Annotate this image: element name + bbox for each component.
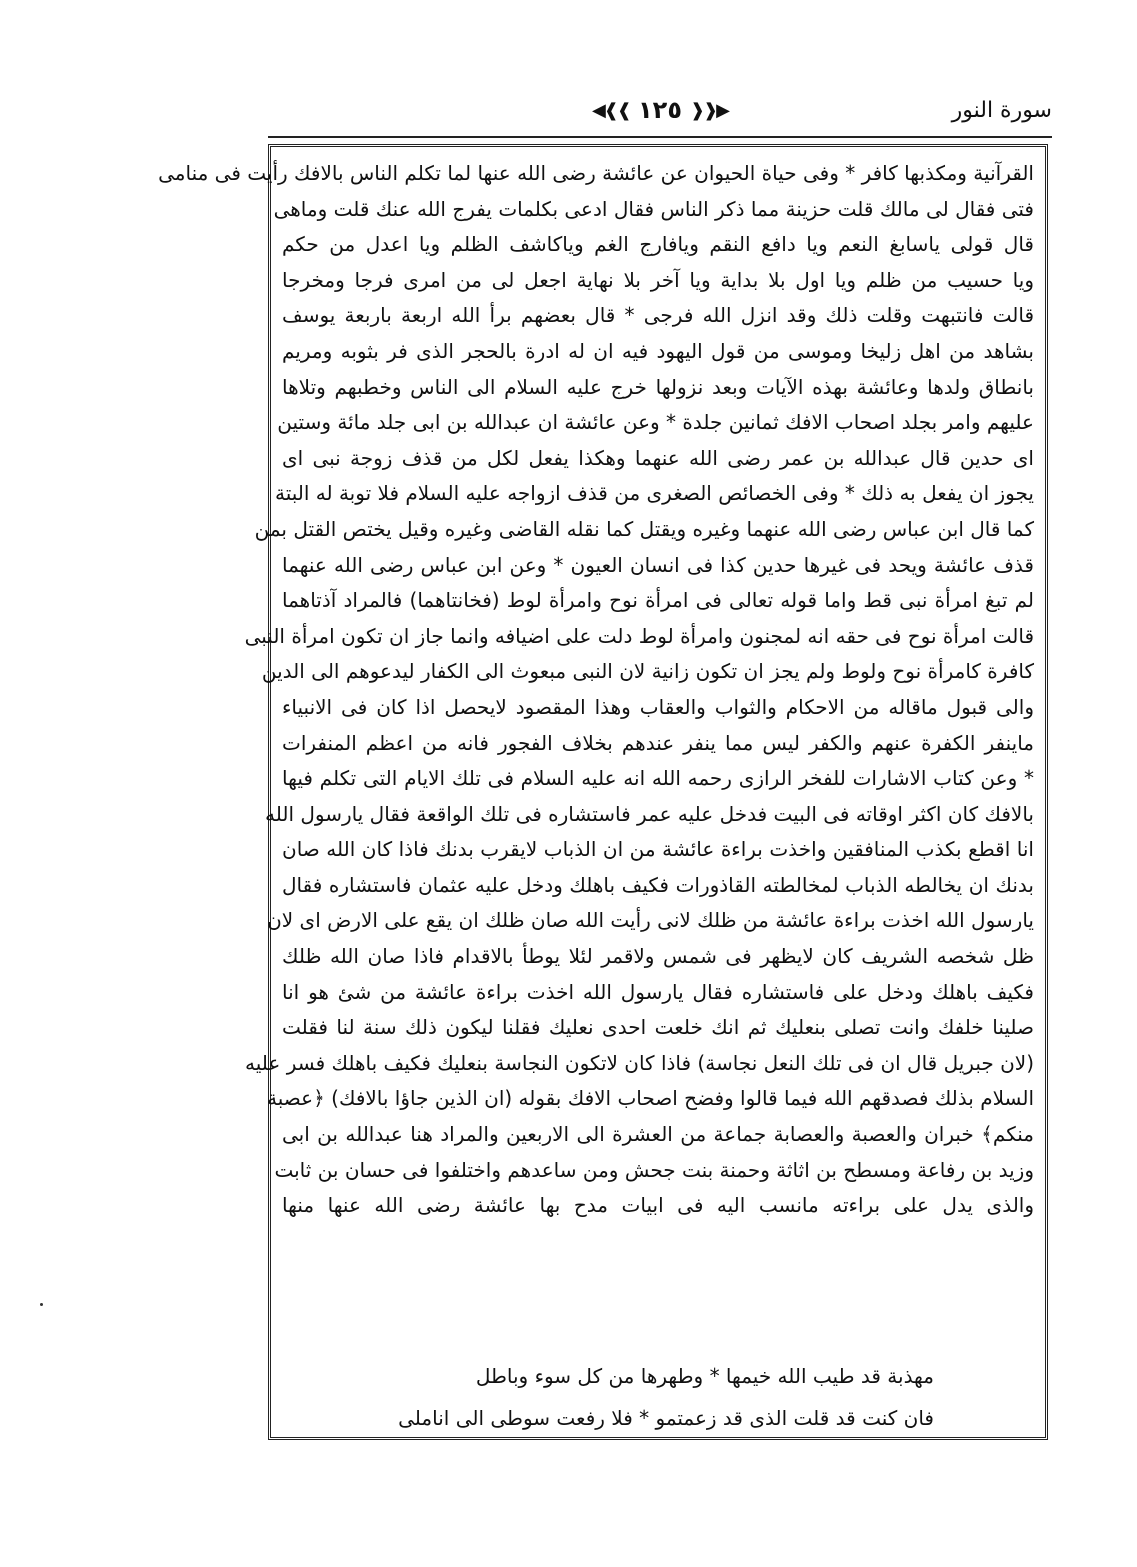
poem-verses: [282, 1355, 1034, 1439]
text-line: اى حدين قال عبدالله بن عمر رضى الله عنهما وهكذا يفعل لكل من قذف زوجة نبى اى: [282, 445, 1034, 470]
text-line: بانطاق ولدها وعائشة بهذه الآيات وبعد نزولها خرج عليه السلام الى الناس وخطبهم وتلاها: [282, 374, 1034, 399]
text-line: قذف عائشة ويحد فى غيرها حدين كذا فى انسان العيون * وعن ابن عباس رضى الله عنهما: [282, 552, 1034, 577]
text-line: قال قولى ياسابغ النعم ويا دافع النقم ويافارج الغم وياكاشف الظلم ويا اعدل من حكم: [282, 232, 1034, 257]
header-rule: [268, 136, 1052, 138]
margin-dot: [40, 1303, 43, 1306]
body-text: [158, 156, 1034, 1224]
text-line: يارسول الله اخذت براءة عائشة من ظلك لانى رأيت الله صان ظلك ان يقع على الارض اى لان: [267, 908, 1034, 933]
text-line: ويا حسيب من ظلم ويا اول بلا بداية ويا آخر بلا نهاية اجعل لى من امرى فرجا ومخرجا: [282, 267, 1034, 292]
text-line: والى قبول ماقاله من الاحكام والثواب والعقاب وهذا المقصود لايحصل اذا كان فى الانبياء: [282, 694, 1034, 719]
ornament-left-icon: ◀❰❰: [592, 99, 631, 121]
text-line: انا اقطع بكذب المنافقين واخذت براءة عائشة من ان الذباب لايقرب بدنك فاذا كان الله صان: [282, 837, 1034, 862]
text-line: ظل شخصه الشريف كان لايظهر فى شمس ولاقمر لئلا يوطأ بالاقدام فاذا صان الله ظلك: [282, 944, 1034, 969]
text-line: بدنك ان يخالطه الذباب لمخالطته القاذورات فكيف باهلك ودخل عليه عثمان فاستشاره فقال: [282, 872, 1034, 897]
text-line: فتى فقال لى مالك قلت حزينة مما ذكر الناس فقال ادعى بكلمات يفرج الله عنك قلت وماهى: [273, 196, 1034, 221]
page-number: ١٢٥: [638, 96, 682, 124]
text-line: وزيد بن رفاعة ومسطح بن اثاثة وحمنة بنت جحش ومن ساعدهم واختلفوا فى حسان بن ثابت: [274, 1157, 1034, 1182]
text-line: كافرة كامرأة نوح ولوط ولم يجز ان تكون زانية لان النبى مبعوث الى الكفار ليدعوهم الى الدين: [261, 659, 1034, 684]
text-line: * وعن كتاب الاشارات للفخر الرازى رحمه الله انه عليه السلام فى تلك الايام التى تكلم فيها: [282, 766, 1034, 791]
text-line: بشاهد من اهل زليخا وموسى من قول اليهود فيه ان له ادرة بالحجر الذى فر بثوبه ومريم: [282, 338, 1034, 363]
text-line: بالافك كان اكثر اوقاته فى البيت فدخل عليه عمر فاستشاره فى تلك الواقعة فقال يارسول الله: [265, 801, 1034, 826]
text-line: والذى يدل على براءته مانسب اليه فى ابيات مدح بها عائشة رضى الله عنها منها: [282, 1193, 1034, 1218]
text-line: منكم﴾ خبران والعصبة والعصابة جماعة من العشرة الى الاربعين والمراد هنا عبدالله بن ابى: [282, 1122, 1034, 1147]
text-line: ماينفر الكفرة عنهم والكفر ليس مما ينفر عندهم بخلاف الفجور فانه من اعظم المنفرات: [282, 730, 1034, 755]
text-line: لم تبغ امرأة نبى قط واما قوله تعالى فى امرأة نوح وامرأة لوط (فخانتاهما) فالمراد آذتاهما: [282, 588, 1034, 613]
page-header: [268, 96, 1052, 136]
text-line: فكيف باهلك ودخل على فاستشاره فقال يارسول الله اخذت براءة عائشة من شئ هو انا: [282, 979, 1034, 1004]
page-number-block: [592, 96, 728, 124]
text-line: صلينا خلفك وانت تصلى بنعليك ثم انك خلعت احدى نعليك فقلنا ليكون ذلك سنة لنا فقلت: [282, 1015, 1034, 1040]
poem-line: فان كنت قد قلت الذى قد زعمتمو * فلا رفعت سوطى الى اناملى: [398, 1406, 934, 1430]
text-line: قالت فانتبهت وقلت ذلك وقد انزل الله فرجى * قال بعضهم برأ الله اربعة باربعة يوسف: [282, 303, 1034, 328]
running-title: سورة النور: [951, 98, 1052, 123]
poem-line: مهذبة قد طيب الله خيمها * وطهرها من كل سوء وباطل: [475, 1364, 934, 1388]
text-line: كما قال ابن عباس رضى الله عنهما وغيره ويقتل كما نقله القاضى وغيره وقيل يختص القتل بمن: [254, 516, 1034, 541]
text-line: القرآنية ومكذبها كافر * وفى حياة الحيوان عن عائشة رضى الله عنها لما تكلم الناس بالافك رأيت فى منامى: [158, 161, 1034, 185]
text-line: (لان جبريل قال ان فى تلك النعل نجاسة) فاذا كان لاتكون النجاسة بنعليك فكيف باهلك فسر عليه: [245, 1050, 1034, 1075]
text-line: السلام بذلك فصدقهم الله فيما قالوا وفضح اصحاب الافك بقوله (ان الذين جاؤا بالافك) ﴿عصبة: [267, 1086, 1034, 1111]
text-line: عليهم وامر بجلد اصحاب الافك ثمانين جلدة * وعن عائشة ان عبدالله بن ابى جلد مائة وستين: [277, 410, 1034, 435]
text-line: قالت امرأة نوح فى حقه انه لمجنون وامرأة لوط دلت على اضيافه وانما جاز ان تكون امرأة النبى: [244, 623, 1034, 648]
ornament-right-icon: ❱❱▶: [689, 99, 728, 121]
text-line: يجوز ان يفعل به ذلك * وفى الخصائص الصغرى من قذف ازواجه عليه السلام فلا توبة له البتة: [274, 481, 1034, 506]
